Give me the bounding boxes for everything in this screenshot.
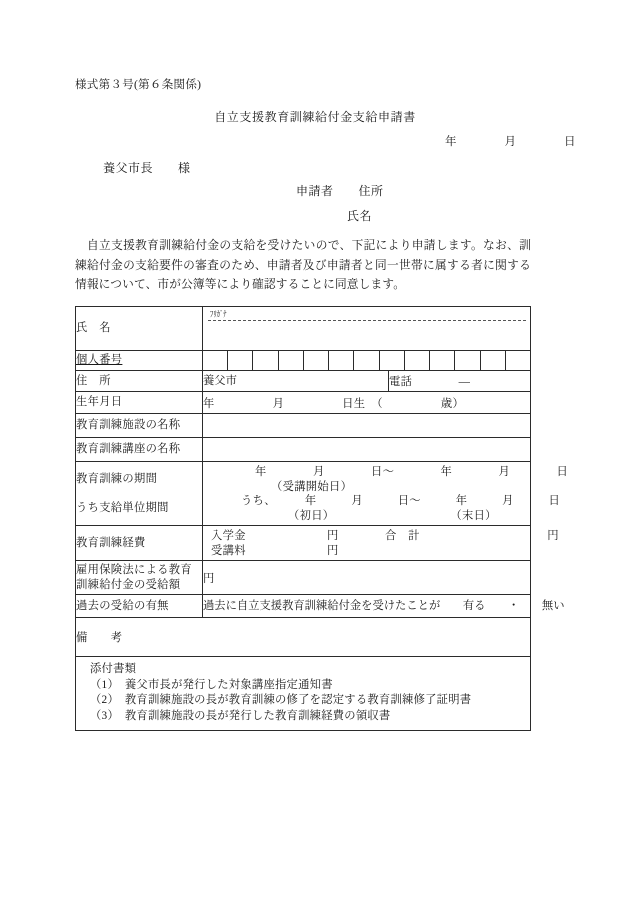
mynumber-digit[interactable] <box>203 351 228 370</box>
past-receipt-label: 過去の受給の有無 <box>76 595 203 618</box>
furigana-label: ﾌﾘｶﾞﾅ <box>210 310 227 320</box>
table-row-address <box>76 371 531 392</box>
furigana-dotted-rule <box>208 320 526 321</box>
mynumber-digit[interactable] <box>329 351 354 370</box>
insurance-label: 雇用保険法による教育訓練給付金の受給額 <box>76 561 203 595</box>
mynumber-digit[interactable] <box>380 351 405 370</box>
date-line: 年 月 日 <box>445 136 576 148</box>
period-unit-range: うち、 年 月 日～ 年 月 日 <box>241 495 561 507</box>
table-row-course <box>76 438 531 462</box>
mynumber-digit[interactable] <box>506 351 530 370</box>
table-row-attachments <box>76 657 531 731</box>
course-value[interactable] <box>203 438 531 462</box>
mynumber-digit[interactable] <box>304 351 329 370</box>
mynumber-digit[interactable] <box>405 351 430 370</box>
attachment-item-2: （2） 教育訓練施設の長が教育訓練の修了を認定する教育訓練修了証明書 <box>90 694 472 706</box>
period-label-cell <box>76 462 203 526</box>
period-start-note: （受講開始日） <box>271 480 353 493</box>
institution-value[interactable] <box>203 414 531 438</box>
table-row-institution <box>76 414 531 438</box>
mynumber-digit[interactable] <box>455 351 480 370</box>
applicant-address-label: 申請者 住所 <box>296 184 384 198</box>
applicant-name-label: 氏名 <box>347 209 373 223</box>
period-last-day-note: （末日） <box>450 509 497 522</box>
period-label-bottom: うち支給単位期間 <box>76 501 169 514</box>
mynumber-digit[interactable] <box>430 351 455 370</box>
table-row-name <box>76 307 531 351</box>
period-label-top: 教育訓練の期間 <box>76 472 158 485</box>
birthdate-label: 生年月日 <box>76 392 203 414</box>
institution-label: 教育訓練施設の名称 <box>76 414 203 438</box>
document-title: 自立支援教育訓練給付金支給申請書 <box>214 110 416 124</box>
application-table <box>75 306 569 731</box>
address-label: 住 所 <box>76 371 203 392</box>
address-value[interactable]: 養父市 <box>203 371 389 392</box>
mynumber-digit[interactable] <box>228 351 253 370</box>
table-row-mynumber <box>76 351 531 371</box>
mynumber-input-cell[interactable] <box>203 351 531 371</box>
addressee: 養父市長 様 <box>103 161 191 175</box>
telephone-cell[interactable] <box>389 371 531 392</box>
period-first-day-note: （初日） <box>288 509 335 522</box>
table-row-cost <box>76 526 531 561</box>
mynumber-label: 個人番号 <box>76 351 203 371</box>
telephone-value: ― <box>412 376 471 388</box>
mynumber-digit[interactable] <box>279 351 304 370</box>
attachments-heading: 添付書類 <box>90 663 137 675</box>
mynumber-digit[interactable] <box>481 351 506 370</box>
remarks-label[interactable]: 備 考 <box>76 618 531 657</box>
table-row-insurance <box>76 561 531 595</box>
attachments-cell <box>76 657 531 731</box>
cost-value-cell[interactable] <box>203 526 559 561</box>
attachment-item-3: （3） 教育訓練施設の長が発行した教育訓練経費の領収書 <box>90 709 391 722</box>
birthdate-value[interactable]: 年 月 日生 （ 歳） <box>203 392 531 414</box>
cost-label: 教育訓練経費 <box>76 526 203 561</box>
table-row-period <box>76 462 531 526</box>
form-number: 様式第３号(第６条関係) <box>75 79 202 91</box>
table-row-past-receipt <box>76 595 531 618</box>
period-value-cell[interactable] <box>203 462 569 526</box>
period-firstlast-note <box>203 509 530 524</box>
cost-entrance-fee-line: 入学金 円 合 計 円 <box>211 530 559 542</box>
name-input-cell[interactable] <box>203 307 531 351</box>
table-row-birthdate <box>76 392 531 414</box>
course-label: 教育訓練講座の名称 <box>76 438 203 462</box>
period-training-range: 年 月 日～ 年 月 日 <box>255 466 569 478</box>
table-row-remarks <box>76 618 531 657</box>
name-label: 氏 名 <box>76 307 203 351</box>
body-paragraph: 自立支援教育訓練給付金の支給を受けたいので、下記により申請します。なお、訓練給付金の支給要件の審査のため、申請者及び申請者と同一世帯に属する者に関する情報について、市が公簿等により確認することに同意します。 <box>75 239 531 291</box>
attachment-item-1: （1） 養父市長が発行した対象講座指定通知書 <box>90 678 333 691</box>
insurance-value[interactable]: 円 <box>203 561 531 595</box>
past-receipt-value[interactable]: 過去に自立支援教育訓練給付金を受けたことが 有る ・ 無い <box>203 595 531 618</box>
telephone-label: 電話 <box>389 376 413 388</box>
mynumber-digit-boxes <box>203 351 530 370</box>
mynumber-digit[interactable] <box>354 351 379 370</box>
cost-tuition-line: 受講料 円 <box>211 544 339 557</box>
mynumber-digit[interactable] <box>253 351 278 370</box>
